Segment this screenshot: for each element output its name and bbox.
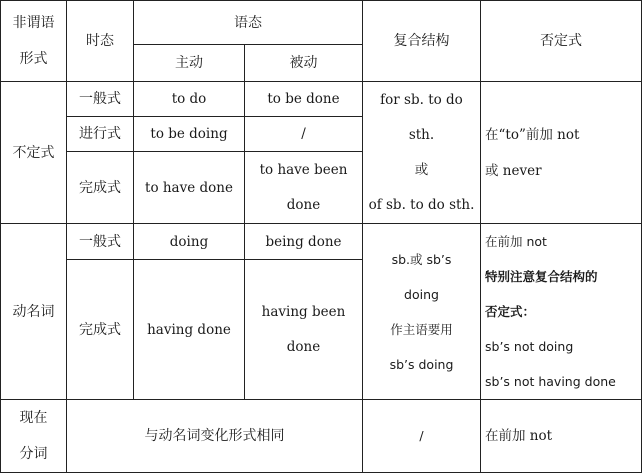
active-cell: to do xyxy=(134,82,245,117)
header-compound: 复合结构 xyxy=(363,1,481,82)
passive-cell: / xyxy=(245,117,363,152)
compound-line: sb’s doing xyxy=(389,356,454,372)
infinitive-negative-cell xyxy=(481,82,642,224)
passive-cell: to be done xyxy=(245,82,363,117)
passive-line: having been xyxy=(261,303,346,320)
compound-line: doing xyxy=(404,286,439,302)
passive-cell xyxy=(245,152,363,224)
gerund-negative-cell xyxy=(481,224,642,400)
present-participle-label-line2: 分词 xyxy=(19,446,48,462)
compound-line: sth. xyxy=(408,126,435,143)
present-participle-compound: / xyxy=(363,400,481,473)
gerund-compound-cell xyxy=(363,224,481,400)
negative-line: sb’s not having done xyxy=(485,374,616,389)
tense-cell: 一般式 xyxy=(67,82,134,117)
negative-line: 在“to”前加 not xyxy=(485,126,580,143)
passive-line: done xyxy=(286,196,321,213)
active-cell: having done xyxy=(134,260,245,400)
header-voice: 语态 xyxy=(134,1,363,45)
header-active: 主动 xyxy=(134,45,245,82)
passive-cell xyxy=(245,260,363,400)
table-row xyxy=(1,224,642,260)
active-cell: to have done xyxy=(134,152,245,224)
negative-line-emphasis: 否定式： xyxy=(485,304,536,319)
table-row xyxy=(1,82,642,117)
header-passive: 被动 xyxy=(245,45,363,82)
header-negative: 否定式 xyxy=(481,1,642,82)
negative-line: sb’s not doing xyxy=(485,339,574,354)
negative-line: 或 never xyxy=(485,162,542,179)
compound-line: 或 xyxy=(414,161,429,178)
header-tense: 时态 xyxy=(67,1,134,82)
header-nonfinite-form xyxy=(1,1,67,82)
tense-cell: 一般式 xyxy=(67,224,134,260)
compound-line: 作主语要用 xyxy=(390,321,453,337)
compound-line: of sb. to do sth. xyxy=(368,196,475,213)
active-cell: to be doing xyxy=(134,117,245,152)
tense-cell: 完成式 xyxy=(67,152,134,224)
negative-line: 在前加 not xyxy=(485,234,547,249)
present-participle-label-line1: 现在 xyxy=(19,410,48,426)
table-row xyxy=(1,400,642,473)
header-nonfinite-form-line1: 非谓语 xyxy=(12,15,55,31)
passive-line: to have been xyxy=(259,161,348,178)
tense-cell: 完成式 xyxy=(67,260,134,400)
passive-line: done xyxy=(286,338,321,355)
infinitive-label: 不定式 xyxy=(1,82,67,224)
header-nonfinite-form-line2: 形式 xyxy=(19,51,48,67)
present-participle-label xyxy=(1,400,67,473)
infinitive-compound-cell xyxy=(363,82,481,224)
gerund-label: 动名词 xyxy=(1,224,67,400)
present-participle-negative: 在前加 not xyxy=(481,400,642,473)
compound-line: for sb. to do xyxy=(380,91,463,108)
active-cell: doing xyxy=(134,224,245,260)
header-row xyxy=(1,1,642,45)
passive-cell: being done xyxy=(245,224,363,260)
present-participle-forms: 与动名词变化形式相同 xyxy=(67,400,363,473)
negative-line-emphasis: 特别注意复合结构的 xyxy=(485,269,598,284)
tense-cell: 进行式 xyxy=(67,117,134,152)
compound-line: sb.或 sb’s xyxy=(391,251,452,267)
